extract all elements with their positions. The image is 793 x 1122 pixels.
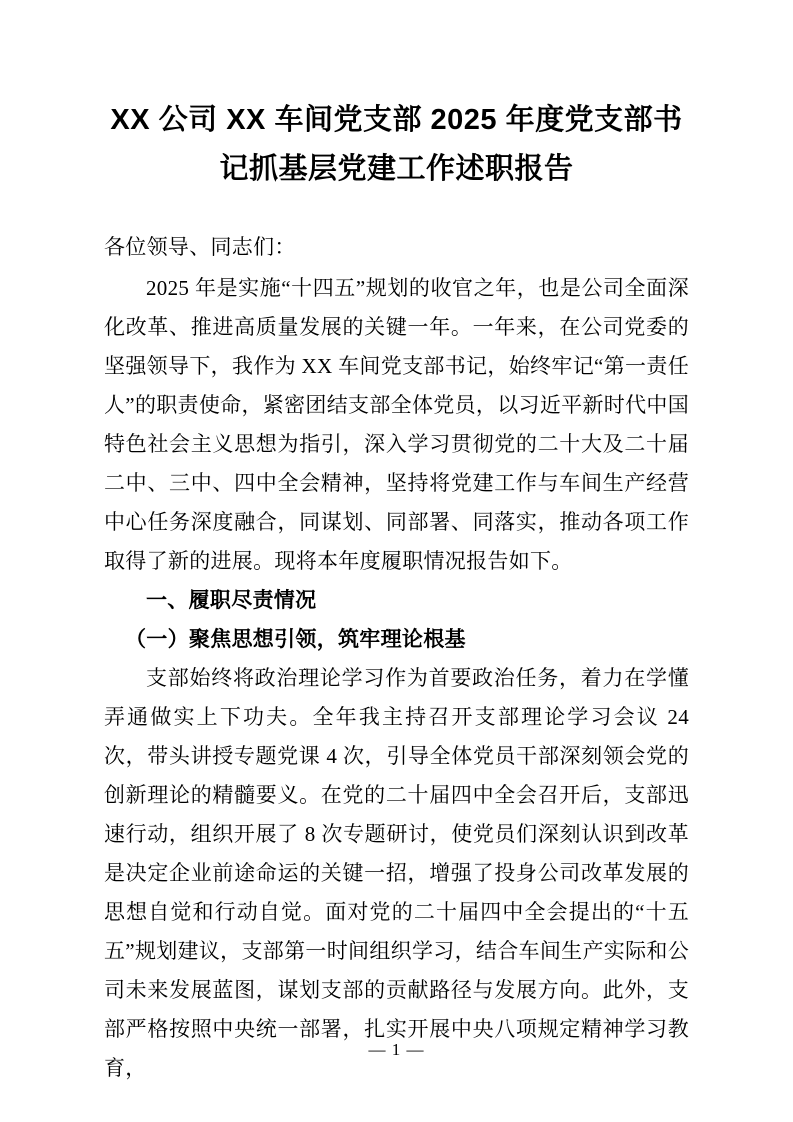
page-number: — 1 — [368, 1040, 425, 1059]
subsection-heading-1-1: （一）聚焦思想引领，筑牢理论根基 [125, 628, 466, 651]
document-body [104, 96, 689, 1088]
section-heading-1: 一、履职尽责情况 [146, 589, 317, 612]
intro-paragraph: 2025 年是实施“十四五”规划的收官之年，也是公司全面深化改革、推进高质量发展的关键一年。一年来，在公司党委的坚强领导下，我作为 XX 车间党支部书记，始终牢记“第一责任人”的职责使命，紧密团结支部全体党员，以习近平新时代中国特色社会主义思想为指引，深入学习贯彻党的二十大及二十届二中、三中、四中全会精神，坚持将党建工作与车间生产经营中心任务深度融合，同谋划、同部署、同落实，推动各项工作取得了新的进展。现将本年度履职情况报告如下。 [104, 276, 689, 573]
subsection-paragraph-1-1: 支部始终将政治理论学习作为首要政治任务，着力在学懂弄通做实上下功夫。全年我主持召开支部理论学习会议 24 次，带头讲授专题党课 4 次，引导全体党员干部深刻领会党的创新理论的精髓要义。在党的二十届四中全会召开后，支部迅速行动，组织开展了 8 次专题研讨，使党员们深刻认识到改革是决定企业前途命运的关键一招，增强了投身公司改革发展的思想自觉和行动自觉。面对党的二十届四中全会提出的“十五五”规划建议，支部第一时间组织学习，结合车间生产实际和公司未来发展蓝图，谋划支部的贡献路径与发展方向。此外，支部严格按照中央统一部署，扎实开展中央八项规定精神学习教育， [104, 666, 689, 1080]
page-title: XX 公司 XX 车间党支部 2025 年度党支部书记抓基层党建工作述职报告 [110, 104, 683, 185]
salutation-line: 各位领导、同志们： [104, 235, 296, 259]
